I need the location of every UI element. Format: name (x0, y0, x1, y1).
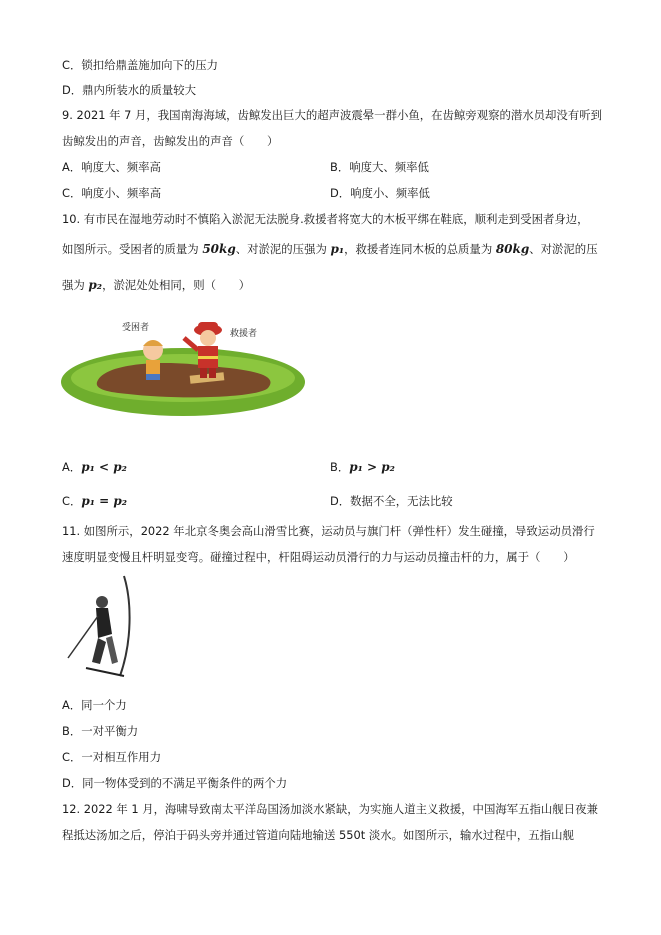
q10-text: 、对淤泥的压 (529, 242, 598, 256)
q10-option-b (330, 460, 395, 475)
label-rescuer: 救援者 (230, 329, 258, 339)
q9-option-a: A．响度大、频率高 (62, 160, 161, 174)
q10-mass-rescuer: 80kg (495, 242, 530, 256)
option-math: p₁ < p₂ (81, 460, 127, 474)
q10-text: 、对淤泥的压强为 (235, 242, 331, 256)
q10-text: ，淤泥处处相同，则（ ） (102, 278, 251, 292)
q10-line-3 (62, 278, 250, 293)
option-prefix: A． (62, 460, 82, 474)
q10-mass-trapped: 50kg (202, 242, 236, 256)
q10-option-c (62, 494, 127, 509)
option-prefix: C． (62, 494, 82, 508)
trapped-person (143, 340, 163, 380)
q10-rescue-illustration (58, 300, 308, 430)
q10-line-2 (62, 242, 598, 257)
q9-option-d: D．响度小、频率低 (330, 186, 430, 200)
option-d-prev: D．鼎内所装水的质量较大 (62, 83, 197, 97)
q9-option-b: B．响度大、频率低 (330, 160, 429, 174)
q11-option-a: A．同一个力 (62, 698, 127, 712)
q10-p2: p₂ (88, 278, 103, 292)
option-math: p₁ = p₂ (81, 494, 128, 508)
skier (68, 596, 124, 676)
label-trapped: 受困者 (122, 323, 150, 333)
q10-line-1: 10. 有市民在湿地劳动时不慎陷入淤泥无法脱身.救援者将宽大的木板平绑在鞋底，顺利走到受困者身边， (62, 212, 589, 226)
q9-line-1: 9. 2021 年 7 月，我国南海海域，齿鲸发出巨大的超声波震晕一群小鱼，在齿鲸旁观察的潜水员却没有听到 (62, 108, 602, 122)
q11-skier-illustration (62, 572, 134, 682)
q11-option-b: B．一对平衡力 (62, 724, 139, 738)
q9-option-c: C．响度小、频率高 (62, 186, 162, 200)
q11-option-d: D．同一物体受到的不满足平衡条件的两个力 (62, 776, 288, 790)
q10-option-d: D．数据不全，无法比较 (330, 494, 453, 508)
q10-text: 强为 (62, 278, 89, 292)
q10-text: ，救援者连同木板的总质量为 (344, 242, 496, 256)
q11-line-1: 11. 如图所示，2022 年北京冬奥会高山滑雪比赛，运动员与旗门杆（弹性杆）发生碰撞，导致运动员滑行 (62, 524, 595, 538)
q11-option-c: C．一对相互作用力 (62, 750, 162, 764)
q10-option-a (62, 460, 127, 475)
q10-text: 如图所示。受困者的质量为 (62, 242, 203, 256)
q10-p1: p₁ (330, 242, 345, 256)
option-prefix: B． (330, 460, 350, 474)
q12-line-1: 12. 2022 年 1 月，海啸导致南太平洋岛国汤加淡水紧缺，为实施人道主义救援，中国海军五指山舰日夜兼 (62, 802, 598, 816)
gate-pole (120, 576, 130, 676)
q9-line-2: 齿鲸发出的声音，齿鲸发出的声音（ ） (62, 134, 279, 148)
option-c-prev: C．锁扣给鼎盖施加向下的压力 (62, 58, 219, 72)
q12-line-2: 程抵达汤加之后，停泊于码头旁并通过管道向陆地输送 550t 淡水。如图所示，输水过程中，五指山舰 (62, 828, 574, 842)
q11-line-2: 速度明显变慢且杆明显变弯。碰撞过程中，杆阻碍运动员滑行的力与运动员撞击杆的力，属于（ ） (62, 550, 575, 564)
option-math: p₁ > p₂ (349, 460, 395, 474)
